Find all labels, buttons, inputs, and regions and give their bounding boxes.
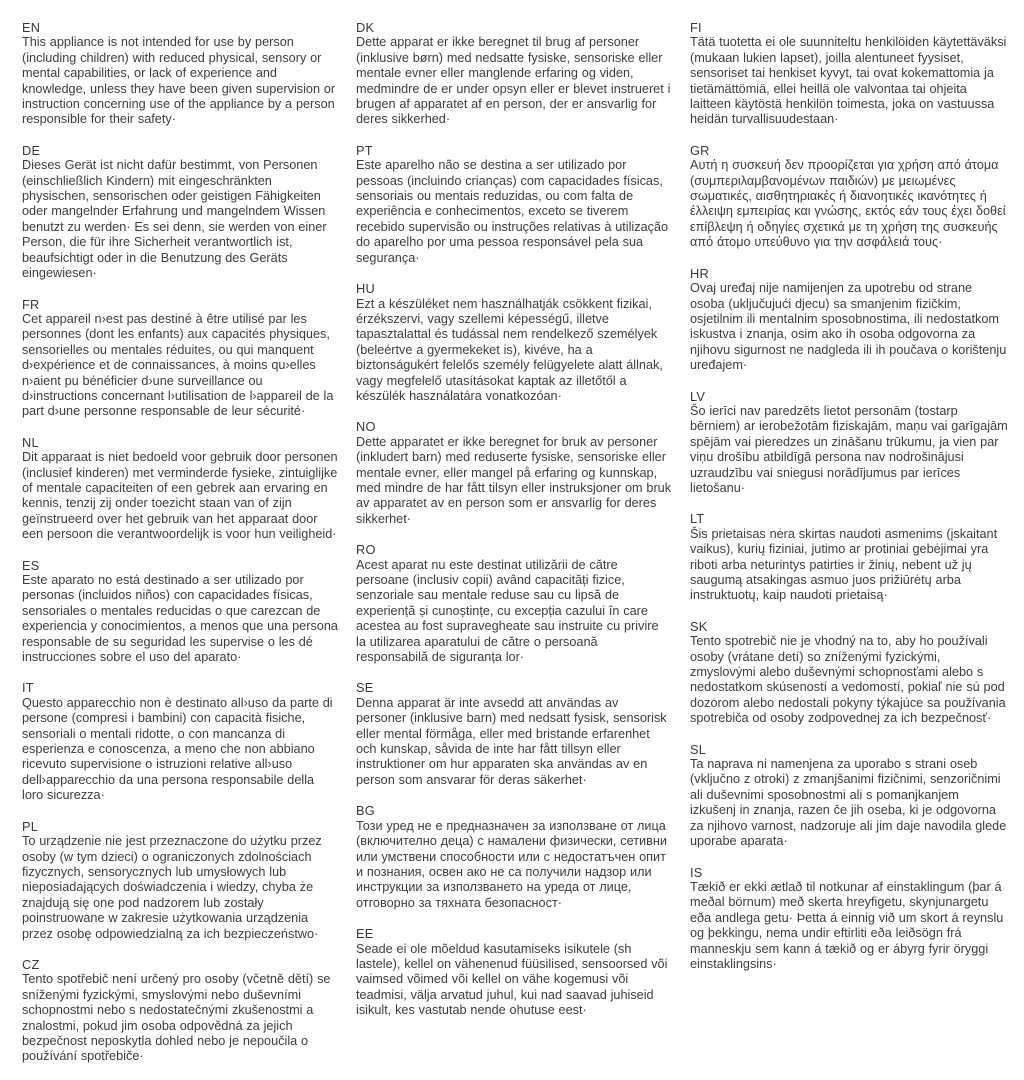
lang-code-label: NO (356, 419, 376, 435)
lang-section-fi (690, 20, 1008, 128)
lang-text: Este aparato no está destinado a ser utilizado por personas (incluidos niños) con capacidades físicas, sensoriales o mentales reducidas o que carezcan de experiencia y conocimientos, a menos que una persona responsable de su seguridad les supervise o les dé instrucciones sobre el uso del aparato· (22, 573, 338, 665)
lang-text: Tento spotřebič není určený pro osoby (včetně dětí) se sníženými fyzickými, smyslovými nebo duševními schopnostmi nebo s nedostatečnými zkušenostmi a znalostmi, pokud jim osoba odpovědná za jejich bezpečnost neposkytla dohled nebo je nepoučila o používání spotřebiče· (22, 972, 331, 1064)
lang-section-hr (690, 266, 1008, 374)
lang-section-no (356, 419, 672, 527)
lang-code-label: SE (356, 680, 374, 696)
lang-section-fr (22, 297, 338, 420)
lang-section-bg (356, 803, 672, 911)
lang-code-label: DK (356, 20, 375, 35)
lang-text: Cet appareil n›est pas destiné à être utilisé par les personnes (dont les enfants) aux capacités physiques, sensorielles ou mentales réduites, ou qui manquent d›expérience et de connaissances, à moins qu›elles n›aient pu bénéficier d›une surveillance ou d›instructions concernant l›utilisation de l›appareil de la part d›une personne responsable de leur sécurité· (22, 311, 334, 419)
lang-code-label: IS (690, 864, 703, 880)
lang-code-label: CZ (22, 956, 40, 972)
lang-section-it (22, 680, 338, 803)
column-1 (22, 20, 338, 1080)
lang-text: Denna apparat är inte avsedd att användas av personer (inklusive barn) med nedsatt fysisk, sensorisk eller mental förmåga, eller med bristande erfarenhet och kunskap, såvida de inte har fått tillsyn eller instruktioner om hur apparaten ska användas av en person som ansvarar för deras säkerhet· (356, 695, 667, 787)
lang-text: Šis prietaisas nėra skirtas naudoti asmenims (įskaitant vaikus), kurių fiziniai, jutimo ar protiniai gebėjimai yra riboti arba neturintys patirties ir žinių, nebent už jų saugumą atsakingas asmuo juos prižiūrėtų arba instruktuotų, kaip naudoti prietaisą· (690, 526, 998, 603)
lang-text: To urządzenie nie jest przeznaczone do użytku przez osoby (w tym dzieci) o ograniczonych zdolnościach fizycznych, sensorycznych lub umysłowych lub nieposiadających doświadczenia i wiedzy, chyba że znajdują się one pod nadzorem lub zostały poinstruowane w zakresie użytkowania urządzenia przez osobę odpowiedzialną za ich bezpieczeństwo· (22, 834, 322, 941)
lang-text: Αυτή η συσκευή δεν προορίζεται για χρήση από άτομα (συμπεριλαμβανομένων παιδιών) με μειωμένες σωματικές, αισθητηριακές ή διανοητικές ικανότητες ή έλλειψη εμπειρίας και γνώσης, εκτός εάν τους έχει δοθεί επίβλεψη ή οδηγίες σχετικά με τη χρήση της συσκευής από άτομο υπεύθυνο για την ασφάλειά τους· (690, 158, 1006, 250)
lang-code-label: FR (22, 296, 40, 312)
lang-code-label: PL (22, 818, 39, 834)
lang-code-label: RO (356, 542, 376, 558)
language-columns (22, 20, 1010, 1080)
lang-text: Dette apparatet er ikke beregnet for bruk av personer (inkludert barn) med reduserte fysiske, sensoriske eller mentale evner, eller mangel på erfaring og kunnskap, med mindre de har fått tilsyn eller instruksjoner om bruk av apparatet av en person som er ansvarlig for deres sikkerhet· (356, 434, 672, 526)
lang-code-label: LT (690, 511, 705, 527)
lang-text: Ta naprava ni namenjena za uporabo s strani oseb (vključno z otroki) z zmanjšanimi fizičnimi, senzoričnimi ali duševnimi sposobnostmi ali s pomanjkanjem izkušenj in znanja, razen če jih oseba, ki je odgovorna za njihovo varnost, nadzoruje ali jim daje navodila glede uporabe aparata· (690, 757, 1007, 849)
lang-text: This appliance is not intended for use by person (including children) with reduced physical, sensory or mental capabilities, or lack of experience and knowledge, unless they have been given supervision or instruction concerning use of the appliance by a person responsible for their safety· (22, 35, 336, 127)
lang-text: Seade ei ole mõeldud kasutamiseks isikutele (sh lastele), kellel on vähenenud füüsilised, sensoorsed või vaimsed võimed või kellel on vähe kogemusi või teadmisi, välja arvatud juhul, kui nad saavad juhiseid isikult, kes vastutab nende ohutuse eest· (356, 941, 668, 1018)
column-2 (356, 20, 672, 1080)
lang-section-en (22, 20, 338, 128)
lang-text: Ezt a készüléket nem használhatják csökkent fizikai, érzékszervi, vagy szellemi képességű, illetve tapasztalattal és tudással nem rendelkező személyek (beleértve a gyermekeket is), kivéve, ha a biztonságukért felelős személy felügyelete alatt állnak, vagy megfelelő utasításokat kaptak az illetőtől a készülék használatára vonatkozóan· (356, 296, 663, 403)
lang-text: Dit apparaat is niet bedoeld voor gebruik door personen (inclusief kinderen) met verminderde fysieke, zintuiglijke of mentale capaciteiten of een gebrek aan ervaring en kennis, tenzij zij onder toezicht staan van of zijn geïnstrueerd over het gebruik van het apparaat door een persoon die verantwoordelijk is voor hun veiligheid· (22, 450, 338, 542)
lang-code-label: PT (356, 142, 373, 158)
lang-code-label: LV (690, 388, 706, 404)
lang-code-label: ES (22, 557, 40, 573)
lang-code-label: NL (22, 434, 39, 450)
lang-code-label: BG (356, 803, 375, 819)
lang-text: Acest aparat nu este destinat utilizării de către persoane (inclusiv copii) având capacități fizice, senzoriale sau mentale reduse sau cu lipsă de experiență și cunoștințe, cu excepția cazului în care acestea au fost supravegheate sau instruite cu privire la utilizarea aparatului de către o persoană responsabilă de siguranța lor· (356, 557, 659, 665)
lang-section-hu (356, 281, 672, 404)
lang-section-ee (356, 926, 672, 1018)
lang-section-gr (690, 143, 1008, 251)
lang-section-lv (690, 389, 1008, 497)
lang-code-label: EN (22, 20, 41, 35)
lang-text: Dette apparat er ikke beregnet til brug af personer (inklusive børn) med nedsatte fysiske, sensoriske eller mentale evner eller manglende erfaring og viden, medmindre de er under opsyn eller er blevet instrueret i brugen af apparatet af en person, der er ansvarlig for deres sikkerhed· (356, 35, 671, 127)
lang-section-nl (22, 435, 338, 543)
lang-code-label: SL (690, 741, 707, 757)
lang-section-se (356, 680, 672, 788)
lang-section-cz (22, 957, 338, 1065)
lang-code-label: EE (356, 926, 374, 942)
lang-code-label: HU (356, 281, 375, 297)
lang-text: Tento spotrebič nie je vhodný na to, aby ho používali osoby (vrátane detí) so zníženými fyzickými, zmyslovými alebo duševnými schopnosťami alebo s nedostatkom skúseností a vedomostí, pokiaľ nie sú pod dozorom alebo nedostali pokyny týkajúce sa používania spotrebiča od osoby zodpovednej za ich bezpečnosť· (690, 634, 1006, 726)
lang-text: Este aparelho não se destina a ser utilizado por pessoas (incluindo crianças) com capacidades físicas, sensoriais ou mentais reduzidas, ou com falta de experiência e conhecimentos, exceto se tiverem recebido supervisão ou instruções relativas à utilização do aparelho por uma pessoa responsável pela sua segurança· (356, 158, 669, 265)
lang-text: Този уред не е предназначен за използване от лица (включително деца) с намалени физически, сетивни или умствени способности или с недостатъчен опит и познания, освен ако не са получили надзор или инструкции за използването на уреда от лице, отговорно за тяхната безопасност· (356, 818, 667, 910)
lang-section-sl (690, 742, 1008, 850)
lang-code-label: GR (690, 142, 710, 158)
lang-section-lt (690, 511, 1008, 603)
lang-section-dk (356, 20, 672, 128)
lang-code-label: DE (22, 142, 41, 158)
lang-section-is (690, 865, 1008, 973)
lang-section-sk (690, 619, 1008, 727)
lang-section-de (22, 143, 338, 282)
lang-section-pl (22, 819, 338, 942)
lang-text: Šo ierīci nav paredzēts lietot personām (tostarp bērniem) ar ierobežotām fiziskajām, maņu vai garīgajām spējām vai pieredzes un zināšanu trūkumu, ja vien par viņu drošību atbildīgā persona nav nodrošinājusi uzraudzību vai sniegusi norādījumus par ierīces lietošanu· (690, 403, 1008, 495)
lang-section-ro (356, 542, 672, 665)
lang-code-label: SK (690, 618, 708, 634)
lang-text: Ovaj uređaj nije namijenjen za upotrebu od strane osoba (uključujući djecu) sa smanjenim fizičkim, osjetilnim ili mentalnim sposobnostima, ili nedostatkom iskustva i znanja, osim ako ih osoba odgovorna za njihovu sigurnost ne nadgleda ili ih poučava o korištenju uređajem· (690, 281, 1007, 373)
lang-code-label: FI (690, 20, 702, 35)
lang-code-label: IT (22, 680, 34, 696)
lang-section-pt (356, 143, 672, 266)
lang-code-label: HR (690, 265, 709, 281)
lang-text: Dieses Gerät ist nicht dafür bestimmt, von Personen (einschließlich Kindern) mit eingeschränkten physischen, sensorischen oder geistigen Fähigkeiten oder mangelnder Erfahrung und mangelndem Wissen benutzt zu werden· Es sei denn, sie werden von einer Person, die für ihre Sicherheit verantwortlich ist, beaufsichtigt oder in die Benutzung des Geräts eingewiesen· (22, 158, 327, 281)
lang-text: Questo apparecchio non è destinato all›uso da parte di persone (compresi i bambini) con capacità fisiche, sensoriali o mentali ridotte, o con mancanza di esperienza e conoscenza, a meno che non abbiano ricevuto supervisione o istruzioni relative all›uso dell›apparecchio da una persona responsabile della loro sicurezza· (22, 695, 333, 803)
lang-text: Tækið er ekki ætlað til notkunar af einstaklingum (þar á meðal börnum) með skerta hreyfigetu, skynjunargetu eða andlega getu· Þetta á einnig við um skort á reynslu og þekkingu, nema undir eftirliti eða leiðsögn frá manneskju sem kann á tækið og er ábyrg fyrir öryggi einstaklingsins· (690, 879, 1004, 971)
lang-section-es (22, 558, 338, 666)
column-3 (690, 20, 1008, 1080)
lang-text: Tätä tuotetta ei ole suunniteltu henkilöiden käytettäväksi (mukaan lukien lapset), joilla alentuneet fyysiset, sensoriset tai henkiset kyvyt, tai ovat kokemattomia ja tietämättömiä, ellei heillä ole valvontaa tai ohjeita laitteen käytöstä henkilön toimesta, joka on vastuussa heidän turvallisuudestaan· (690, 35, 1007, 127)
